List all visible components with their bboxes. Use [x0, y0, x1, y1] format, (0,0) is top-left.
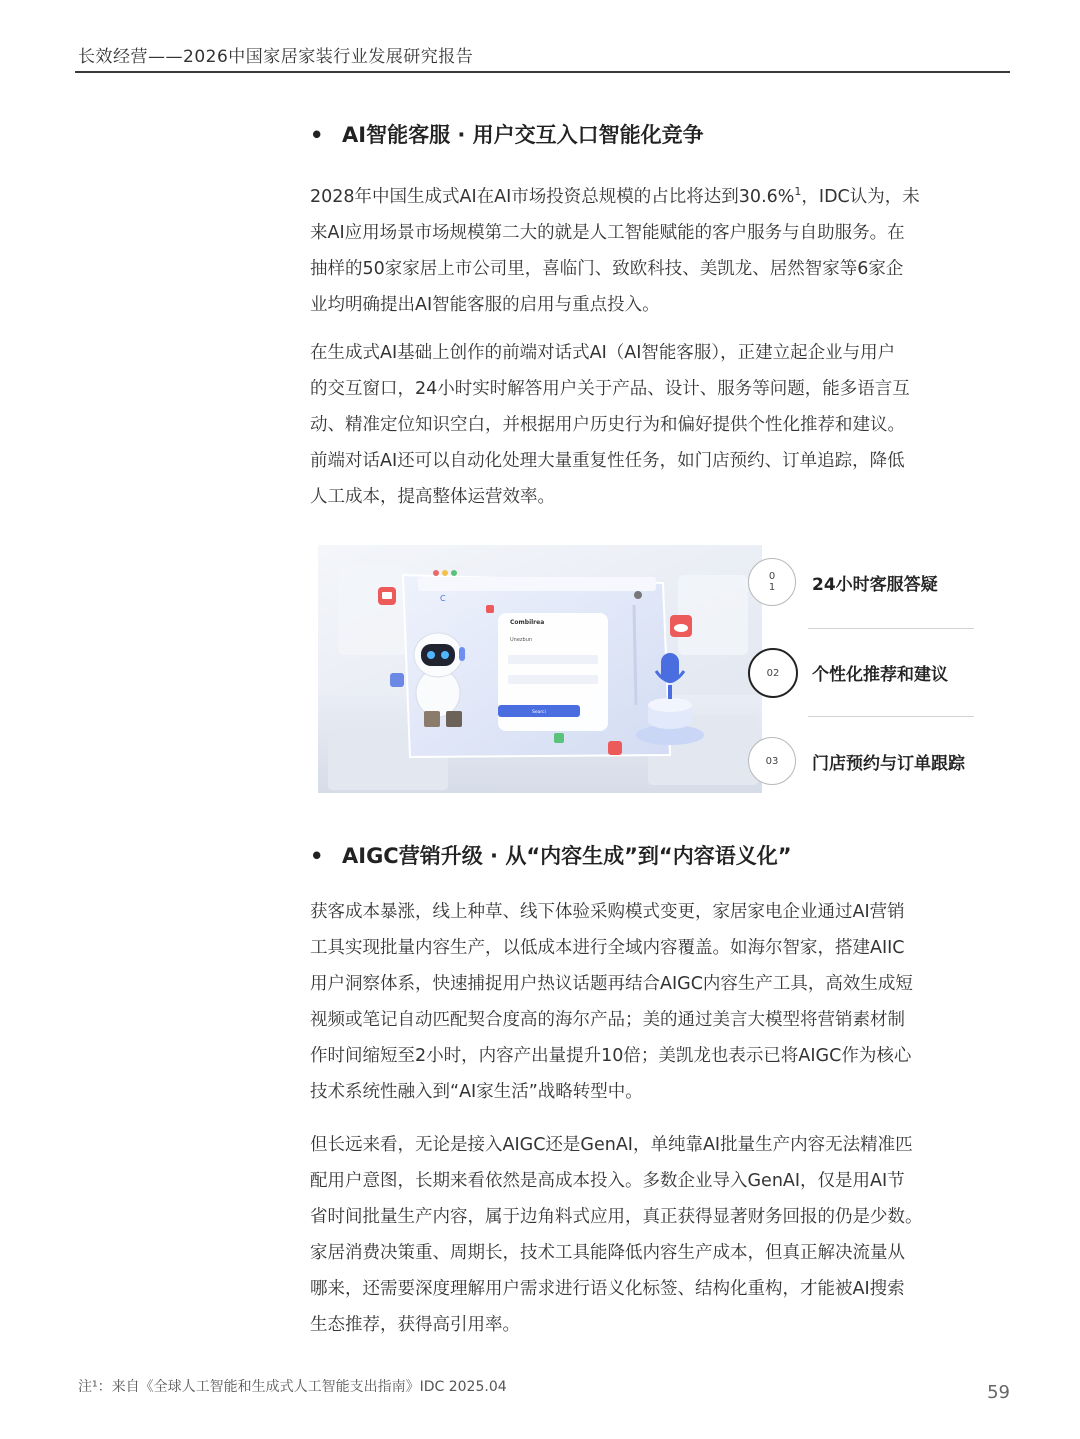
- text-line: 视频或笔记自动匹配契合度高的海尔产品；美的通过美言大模型将营销素材制: [310, 1010, 905, 1030]
- chat-window-subtitle: Unezbun: [510, 637, 533, 643]
- report-header-title: 长效经营——2026中国家居家装行业发展研究报告: [78, 47, 474, 67]
- section1-paragraph-1: [310, 174, 1010, 323]
- section-heading-aigc-marketing: [310, 841, 1010, 871]
- red-app-icon: [378, 587, 396, 605]
- illustration-svg: [318, 545, 762, 793]
- text-line: 哪来，还需要深度理解用户需求进行语义化标签、结构化重构，才能被AI搜索: [310, 1279, 905, 1299]
- bullet-icon: •: [310, 844, 324, 868]
- feature-number-badge: 02: [748, 648, 798, 698]
- text-line: 生态推荐，获得高引用率。: [310, 1315, 520, 1335]
- text-line: 动、精准定位知识空白，并根据用户历史行为和偏好提供个性化推荐和建议。: [310, 415, 905, 435]
- text-line: 作时间缩短至2小时，内容产出量提升10倍；美凯龙也表示已将AIGC作为核心: [310, 1046, 912, 1066]
- text-line: 2028年中国生成式AI在AI市场投资总规模的占比将达到30.6%$^1$，IDC认为，未: [310, 185, 920, 207]
- text-line: 配用户意图，长期来看依然是高成本投入。多数企业导入GenAI，仅是用AI节: [310, 1171, 905, 1191]
- chat-form-card: [498, 613, 608, 731]
- feature-item-personalized-recommendation: [748, 648, 1008, 700]
- section-heading-text: AIGC营销升级 · 从“内容生成”到“内容语义化”: [342, 844, 792, 868]
- text-line: 用户洞察体系，快速捕捉用户热议话题再结合AIGC内容生产工具，高效生成短: [310, 974, 913, 994]
- red-small-icon: [608, 741, 622, 755]
- text-line: 工具实现批量内容生产，以低成本进行全域内容覆盖。如海尔智家，搭建AIIC: [310, 938, 905, 958]
- text-line: 业均明确提出AI智能客服的启用与重点投入。: [310, 294, 660, 315]
- svg-text:C: C: [440, 594, 446, 603]
- text-line: 抽样的50家家居上市公司里，喜临门、致欧科技、美凯龙、居然智家等6家企: [310, 258, 904, 279]
- section-heading-text: AI智能客服 · 用户交互入口智能化竞争: [342, 123, 704, 147]
- feature-item-24h-support: [748, 558, 1008, 610]
- footnote-marker: 1: [794, 185, 802, 198]
- feature-divider: [808, 628, 974, 629]
- chat-send-button-label: Searci: [532, 710, 546, 715]
- text-line: 在生成式AI基础上创作的前端对话式AI（AI智能客服），正建立起企业与用户: [310, 343, 896, 363]
- bullet-icon: •: [310, 123, 324, 147]
- feature-number-badge: 03: [748, 737, 796, 785]
- footnote: 注¹：来自《全球人工智能和生成式人工智能支出指南》IDC 2025.04: [78, 1379, 507, 1395]
- feature-divider: [808, 716, 974, 717]
- section2-paragraph-2: [310, 1127, 1010, 1343]
- page-number: 59: [987, 1382, 1010, 1403]
- section1-paragraph-2: [310, 335, 1010, 515]
- cloud-app-icon: [670, 615, 692, 637]
- text-line: 的交互窗口，24小时实时解答用户关于产品、设计、服务等问题，能多语言互: [310, 379, 910, 399]
- text-line: 技术系统性融入到“AI家生活”战略转型中。: [310, 1082, 643, 1102]
- text-line: 但长远来看，无论是接入AIGC还是GenAI，单纯靠AI批量生产内容无法精准匹: [310, 1135, 913, 1155]
- text-line: 获客成本暴涨，线上种草、线下体验采购模式变更，家居家电企业通过AI营销: [310, 902, 905, 922]
- ai-customer-service-illustration: [318, 545, 762, 793]
- text-line: 人工成本，提高整体运营效率。: [310, 487, 555, 507]
- section2-paragraph-1: [310, 894, 1010, 1110]
- feature-item-store-booking: [748, 737, 1008, 789]
- text-line: 来AI应用场景市场规模第二大的就是人工智能赋能的客户服务与自助服务。在: [310, 222, 905, 243]
- text-line: 省时间批量生产内容，属于边角料式应用，真正获得显著财务回报的仍是少数。: [310, 1207, 923, 1227]
- text-line: 前端对话AI还可以自动化处理大量重复性任务，如门店预约、订单追踪，降低: [310, 451, 905, 471]
- chat-window-title: Combilrea: [510, 619, 545, 626]
- feature-label: 个性化推荐和建议: [812, 665, 948, 685]
- feature-number-badge: 0 1: [748, 558, 796, 606]
- text-line: 家居消费决策重、周期长，技术工具能降低内容生产成本，但真正解决流量从: [310, 1243, 905, 1263]
- section-heading-ai-customer-service: [310, 120, 1010, 150]
- header-divider: [75, 71, 1010, 73]
- feature-label: 24小时客服答疑: [812, 575, 938, 595]
- feature-label: 门店预约与订单跟踪: [812, 754, 965, 774]
